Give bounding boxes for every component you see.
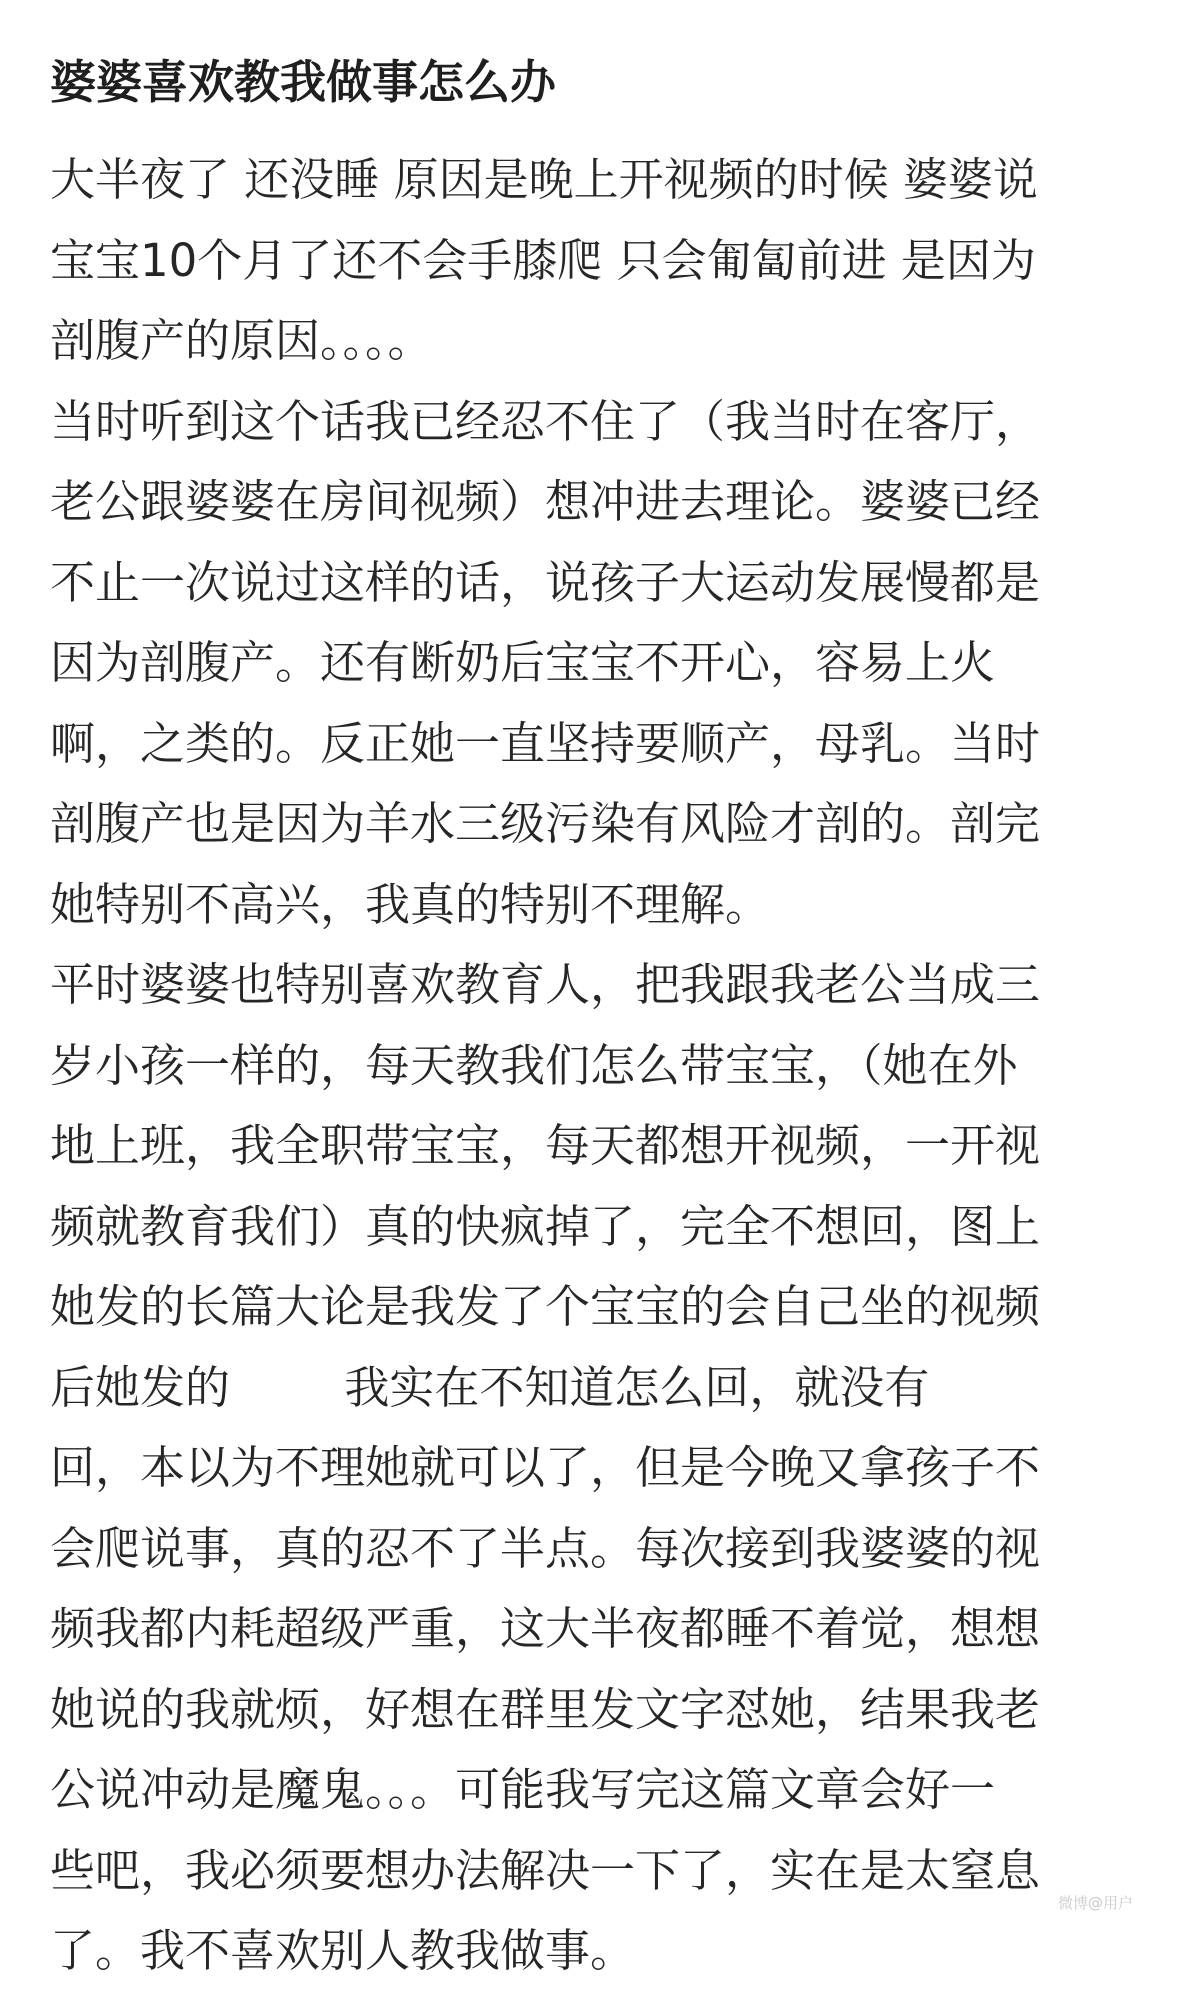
post-body-line: 她发的长篇大论是我发了个宝宝的会自己坐的视频 bbox=[50, 1280, 1041, 1333]
post-body-line: 当时听到这个话我已经忍不住了（我当时在客厅， bbox=[50, 394, 1041, 448]
post-body-line: 大半夜了 还没睡 原因是晚上开视频的时候 婆婆说 bbox=[50, 153, 1038, 206]
post-body-line: 不止一次说过这样的话，说孩子大运动发展慢都是 bbox=[50, 555, 1041, 609]
post-body-line: 公说冲动是魔鬼。。。可能我写完这篇文章会好一 bbox=[50, 1763, 996, 1816]
post-body-line: 宝宝10个月了还不会手膝爬 只会匍匐前进 是因为 bbox=[50, 233, 1036, 287]
post-body-line: 她说的我就烦，好想在群里发文字怼她，结果我老 bbox=[50, 1682, 1041, 1736]
post-body bbox=[50, 140, 1129, 1992]
post-body-line: 会爬说事，真的忍不了半点。每次接到我婆婆的视 bbox=[50, 1521, 1041, 1575]
post-body-line: 回，本以为不理她就可以了，但是今晚又拿孩子不 bbox=[50, 1441, 1041, 1494]
post-body-line: 老公跟婆婆在房间视频）想冲进去理论。婆婆已经 bbox=[50, 475, 1041, 528]
post-body-line: 平时婆婆也特别喜欢教育人，把我跟我老公当成三 bbox=[50, 958, 1041, 1011]
post-body-line: 剖腹产的原因。。。。 bbox=[50, 314, 433, 367]
post-body-line: 地上班，我全职带宝宝，每天都想开视频，一开视 bbox=[50, 1119, 1041, 1172]
post-body-line: 了。我不喜欢别人教我做事。 bbox=[50, 1924, 636, 1977]
post-body-line: 啊，之类的。反正她一直坚持要顺产，母乳。当时 bbox=[50, 716, 1041, 770]
post-body-line: 她特别不高兴，我真的特别不理解。 bbox=[50, 877, 771, 931]
post-body-line: 后她发的 我实在不知道怎么回，就没有 bbox=[50, 1360, 930, 1414]
post-body-line: 因为剖腹产。还有断奶后宝宝不开心，容易上火 bbox=[50, 636, 996, 689]
watermark: 微博@用户 bbox=[1057, 1894, 1133, 1912]
post-body-line: 频就教育我们）真的快疯掉了，完全不想回，图上 bbox=[50, 1199, 1041, 1253]
post-title: 婆婆喜欢教我做事怎么办 bbox=[50, 55, 556, 109]
post-body-line: 剖腹产也是因为羊水三级污染有风险才剖的。剖完 bbox=[50, 797, 1041, 850]
post-body-line: 岁小孩一样的，每天教我们怎么带宝宝，（她在外 bbox=[50, 1038, 1018, 1092]
post-body-line: 频我都内耗超级严重，这大半夜都睡不着觉，想想 bbox=[50, 1602, 1041, 1655]
post-body-line: 些吧，我必须要想办法解决一下了，实在是太窒息 bbox=[50, 1843, 1041, 1897]
